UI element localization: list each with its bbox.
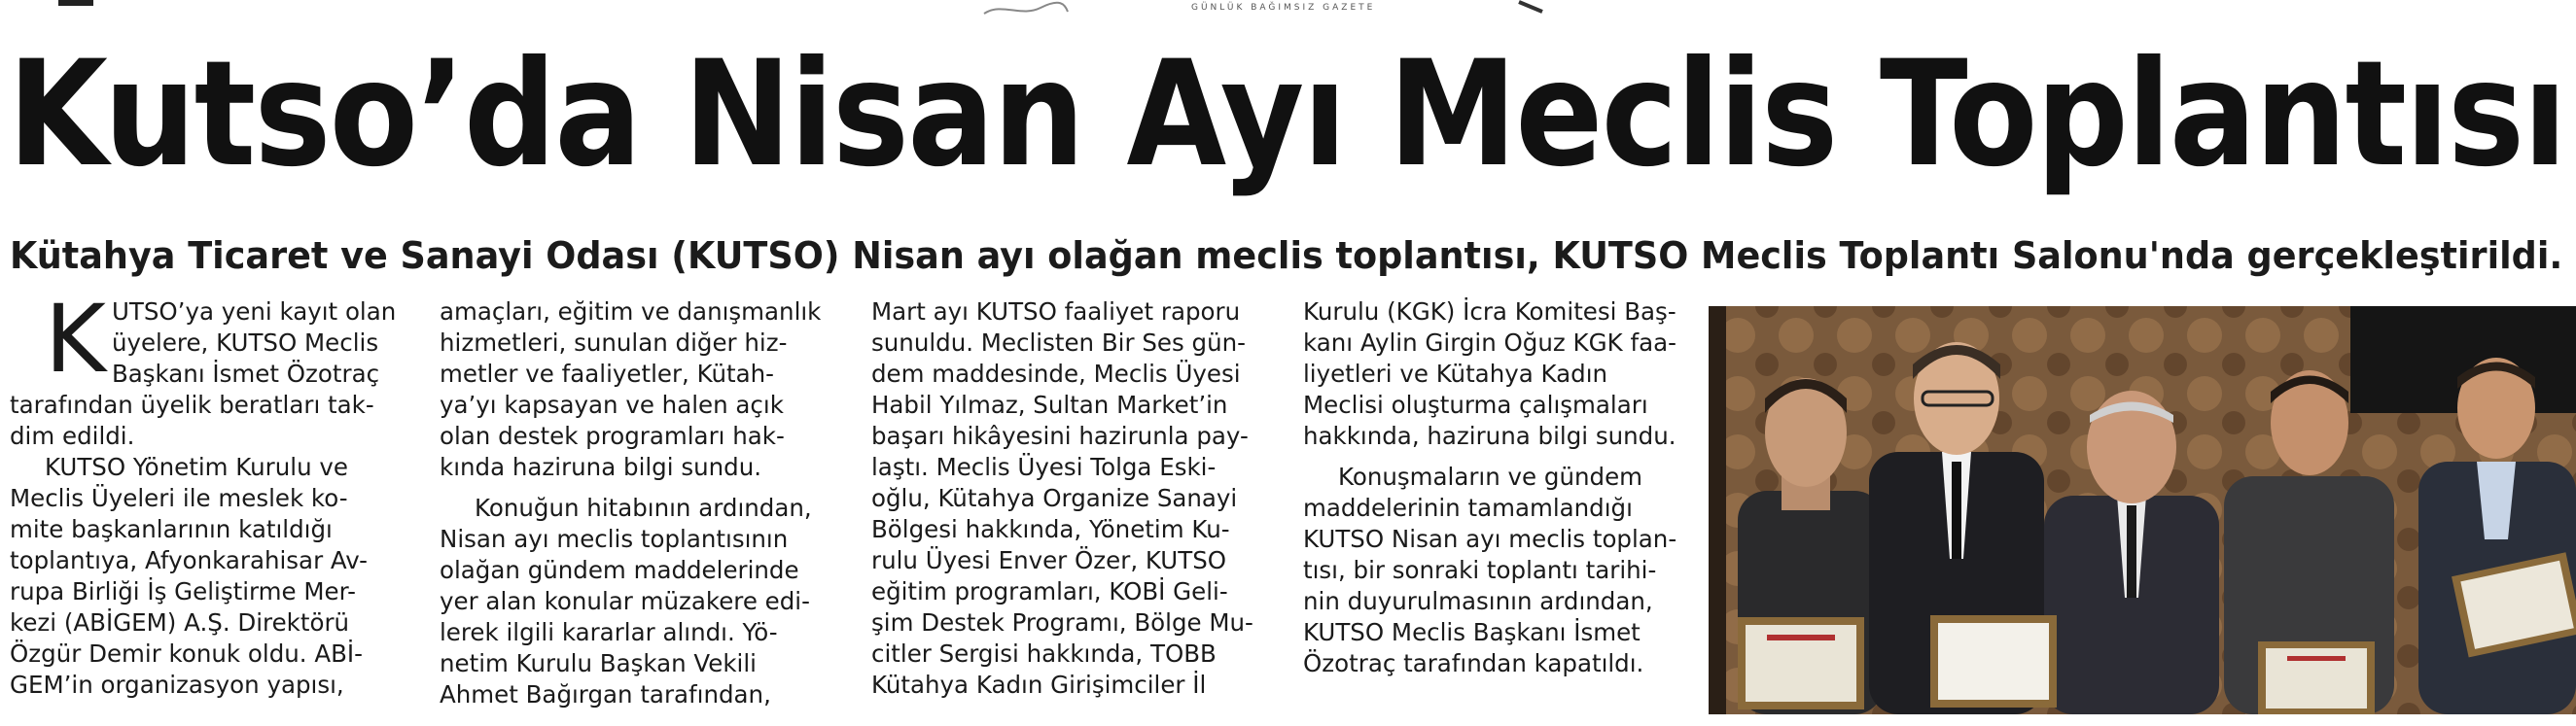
- column-line: Mart ayı KUTSO faaliyet raporu: [871, 297, 1241, 326]
- column-line: olağan gündem maddelerinde: [440, 556, 799, 584]
- column-line: kında haziruna bilgi sundu.: [440, 453, 762, 481]
- column-line: nin duyurulmasının ardından,: [1303, 587, 1653, 615]
- column-line: olan destek programları hak-: [440, 422, 785, 450]
- column-line: Nisan ayı meclis toplantısının: [440, 525, 789, 553]
- certificate-3: [2258, 641, 2375, 714]
- column-line: ya’yı kapsayan ve halen açık: [440, 391, 784, 419]
- column-line: liyetleri ve Kütahya Kadın: [1303, 360, 1608, 388]
- article-column-4: [1303, 296, 1711, 714]
- column-line: lerek ilgili kararlar alındı. Yö-: [440, 618, 778, 646]
- column-line: UTSO’ya yeni kayıt olan: [111, 297, 397, 326]
- column-line: KUTSO Nisan ayı meclis toplan-: [1303, 525, 1677, 553]
- column-line: Meclisi oluşturma çalışmaları: [1303, 391, 1648, 419]
- article-column-2: [440, 296, 848, 714]
- certificate-2: [1930, 615, 2057, 708]
- column-line: üyelere, KUTSO Meclis: [111, 328, 379, 357]
- column-line: Kurulu (KGK) İcra Komitesi Baş-: [1303, 297, 1676, 326]
- article-column-3: [871, 296, 1280, 714]
- column-line: Başkanı İsmet Özotraç: [111, 360, 380, 388]
- column-line: oğlu, Kütahya Organize Sanayi: [871, 484, 1238, 512]
- article-headline: Kutso’da Nisan Ayı Meclis Toplantısı: [8, 30, 2566, 199]
- column-line: kanı Aylin Girgin Oğuz KGK faa-: [1303, 328, 1676, 357]
- column-line: eğitim programları, KOBİ Geli-: [871, 577, 1228, 605]
- column-line: şim Destek Programı, Bölge Mu-: [871, 608, 1253, 637]
- column-line: başarı hikâyesini hazirunla pay-: [871, 422, 1249, 450]
- masthead-strip: [0, 0, 2576, 21]
- column-line: toplantıya, Afyonkarahisar Av-: [10, 546, 368, 574]
- column-line: Bölgesi hakkında, Yönetim Ku-: [871, 515, 1230, 543]
- column-line: rupa Birliği İş Geliştirme Mer-: [10, 577, 356, 605]
- column-line: Konuğun hitabının ardından,: [475, 494, 812, 522]
- dropcap-letter: K: [45, 296, 106, 394]
- column-line: amaçları, eğitim ve danışmanlık: [440, 297, 822, 326]
- column-line: KUTSO Meclis Başkanı İsmet: [1303, 618, 1641, 646]
- column-line: hakkında, haziruna bilgi sundu.: [1303, 422, 1676, 450]
- article-column-1: [10, 296, 399, 714]
- masthead-logo-mark-icon: [1517, 0, 1546, 14]
- column-line: Konuşmaların ve gündem: [1338, 463, 1643, 491]
- group-photo-illustration: [1709, 306, 2576, 714]
- column-line: yer alan konular müzakere edi-: [440, 587, 810, 615]
- column-line: tarafından üyelik beratları tak-: [10, 391, 374, 419]
- column-line: Özgür Demir konuk oldu. ABİ-: [10, 640, 363, 668]
- column-line: Özotraç tarafından kapatıldı.: [1303, 649, 1644, 677]
- masthead-corner-mark: [58, 0, 93, 6]
- column-line: Habil Yılmaz, Sultan Market’in: [871, 391, 1228, 419]
- column-line: netim Kurulu Başkan Vekili: [440, 649, 757, 677]
- column-line: sunuldu. Meclisten Bir Ses gün-: [871, 328, 1246, 357]
- masthead-logo-swirl-icon: [982, 0, 1070, 17]
- column-line: Meclis Üyeleri ile meslek ko-: [10, 484, 348, 512]
- column-line: laştı. Meclis Üyesi Tolga Eski-: [871, 453, 1217, 481]
- masthead-tagline: GÜNLÜK BAĞIMSIZ GAZETE: [1191, 3, 1376, 13]
- column-line: maddelerinin tamamlandığı: [1303, 494, 1633, 522]
- column-line: mite başkanlarının katıldığı: [10, 515, 333, 543]
- column-line: Ahmet Bağırgan tarafından,: [440, 680, 771, 709]
- column-line: dem maddesinde, Meclis Üyesi: [871, 360, 1241, 388]
- column-line: citler Sergisi hakkında, TOBB: [871, 640, 1217, 668]
- article-subheadline: Kütahya Ticaret ve Sanayi Odası (KUTSO) Nisan ayı olağan meclis toplantısı, KUTSO Meclis Toplantı Salonu'nda gerçekleştirildi.: [10, 234, 2563, 277]
- column-line: dim edildi.: [10, 422, 135, 450]
- column-line: metler ve faaliyetler, Kütah-: [440, 360, 774, 388]
- column-line: KUTSO Yönetim Kurulu ve: [45, 453, 348, 481]
- article-photo: [1709, 306, 2576, 714]
- column-line: GEM’in organizasyon yapısı,: [10, 671, 344, 699]
- column-line: tısı, bir sonraki toplantı tarihi-: [1303, 556, 1657, 584]
- column-line: kezi (ABİGEM) A.Ş. Direktörü: [10, 608, 350, 637]
- column-line: hizmetleri, sunulan diğer hiz-: [440, 328, 788, 357]
- column-line: Kütahya Kadın Girişimciler İl: [871, 671, 1207, 699]
- certificate-1: [1738, 617, 1864, 709]
- photo-curtain: [1709, 306, 1726, 714]
- column-line: rulu Üyesi Enver Özer, KUTSO: [871, 546, 1227, 574]
